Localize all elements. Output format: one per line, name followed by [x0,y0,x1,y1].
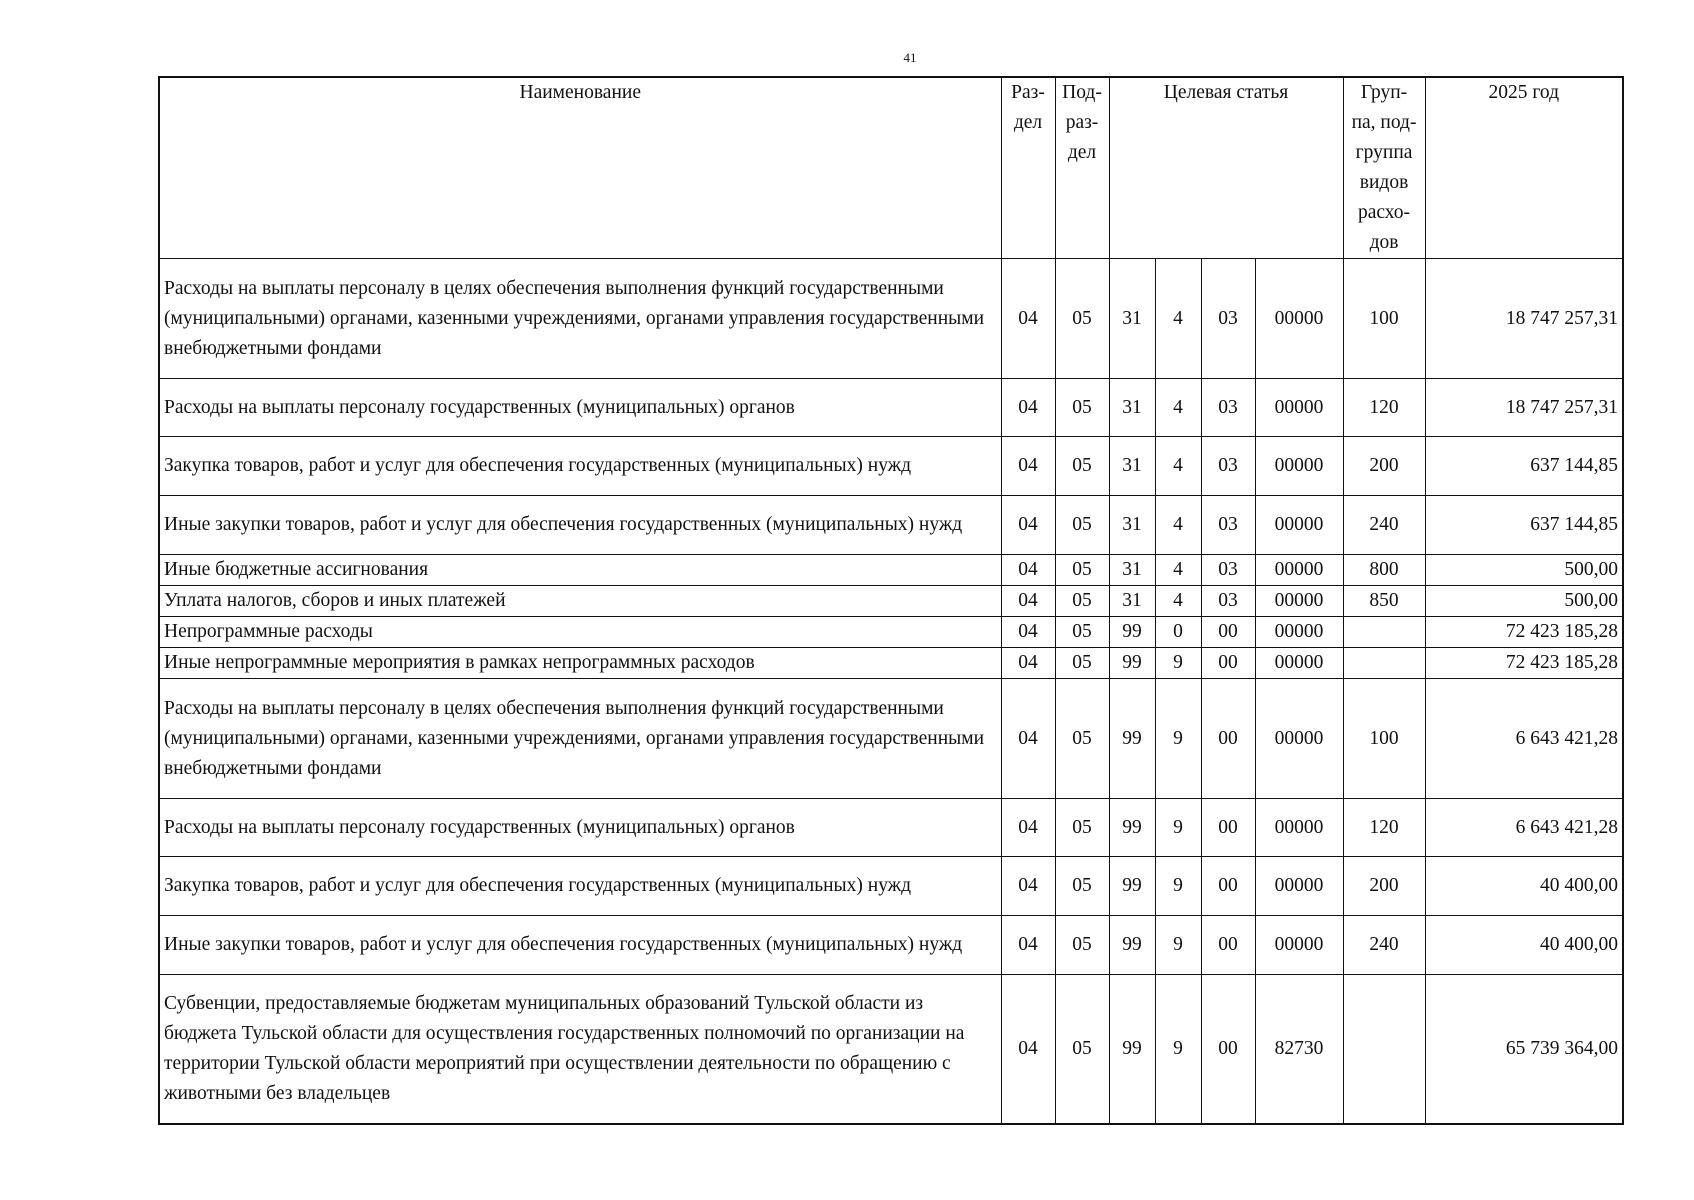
row-target-direction: 00000 [1255,437,1343,496]
row-podrazdel: 05 [1055,617,1109,648]
row-target-program: 99 [1109,617,1155,648]
row-target-direction: 00000 [1255,799,1343,857]
row-razdel: 04 [1001,857,1055,916]
table-row [159,586,1623,617]
row-group: 120 [1343,379,1425,437]
header-name: Наименование [159,77,1001,259]
row-podrazdel: 05 [1055,379,1109,437]
row-target-subprogram: 0 [1155,617,1201,648]
table-row [159,437,1623,496]
row-target-direction: 00000 [1255,916,1343,975]
row-group [1343,648,1425,679]
row-razdel: 04 [1001,259,1055,379]
row-group [1343,975,1425,1124]
row-target-event: 03 [1201,259,1255,379]
row-group: 200 [1343,857,1425,916]
row-razdel: 04 [1001,379,1055,437]
row-group: 850 [1343,586,1425,617]
row-target-program: 31 [1109,259,1155,379]
row-razdel: 04 [1001,679,1055,799]
page-number: 41 [903,50,917,65]
row-group [1343,617,1425,648]
row-target-program: 99 [1109,857,1155,916]
row-target-direction: 00000 [1255,586,1343,617]
row-name: Иные непрограммные мероприятия в рамках непрограммных расходов [159,648,1001,679]
row-target-event: 00 [1201,857,1255,916]
row-target-subprogram: 4 [1155,555,1201,586]
row-target-subprogram: 9 [1155,648,1201,679]
row-name: Расходы на выплаты персоналу государственных (муниципальных) органов [159,799,1001,857]
row-podrazdel: 05 [1055,975,1109,1124]
row-target-direction: 82730 [1255,975,1343,1124]
row-amount: 500,00 [1425,555,1623,586]
row-target-event: 00 [1201,617,1255,648]
row-name: Уплата налогов, сборов и иных платежей [159,586,1001,617]
row-target-program: 31 [1109,586,1155,617]
table-row [159,555,1623,586]
header-year: 2025 год [1425,77,1623,259]
row-razdel: 04 [1001,586,1055,617]
row-amount: 72 423 185,28 [1425,648,1623,679]
table-body [159,259,1623,1124]
row-group: 240 [1343,496,1425,555]
row-target-event: 00 [1201,916,1255,975]
row-target-event: 03 [1201,496,1255,555]
row-amount: 18 747 257,31 [1425,259,1623,379]
row-target-event: 00 [1201,679,1255,799]
row-target-direction: 00000 [1255,617,1343,648]
row-target-program: 99 [1109,799,1155,857]
row-amount: 65 739 364,00 [1425,975,1623,1124]
row-podrazdel: 05 [1055,799,1109,857]
row-amount: 40 400,00 [1425,916,1623,975]
row-podrazdel: 05 [1055,437,1109,496]
row-group: 100 [1343,679,1425,799]
table-row [159,496,1623,555]
row-podrazdel: 05 [1055,916,1109,975]
row-name: Расходы на выплаты персоналу в целях обеспечения выполнения функций государственными (муниципальными) органами, казенными учреждениями, органами управления государственными внебюджетными фондами [159,679,1001,799]
row-podrazdel: 05 [1055,857,1109,916]
row-podrazdel: 05 [1055,496,1109,555]
row-target-direction: 00000 [1255,857,1343,916]
table-row [159,916,1623,975]
row-name: Закупка товаров, работ и услуг для обеспечения государственных (муниципальных) нужд [159,857,1001,916]
table-row [159,799,1623,857]
row-amount: 637 144,85 [1425,496,1623,555]
row-razdel: 04 [1001,555,1055,586]
row-target-subprogram: 9 [1155,857,1201,916]
header-target: Целевая статья [1109,77,1343,259]
row-amount: 72 423 185,28 [1425,617,1623,648]
row-amount: 637 144,85 [1425,437,1623,496]
table-row [159,857,1623,916]
row-razdel: 04 [1001,916,1055,975]
row-target-event: 03 [1201,586,1255,617]
row-podrazdel: 05 [1055,586,1109,617]
row-name: Расходы на выплаты персоналу в целях обеспечения выполнения функций государственными (муниципальными) органами, казенными учреждениями, органами управления государственными внебюджетными фондами [159,259,1001,379]
row-name: Непрограммные расходы [159,617,1001,648]
header-razdel: Раз- дел [1001,77,1055,259]
row-amount: 40 400,00 [1425,857,1623,916]
row-group: 100 [1343,259,1425,379]
row-target-event: 00 [1201,799,1255,857]
row-target-program: 31 [1109,379,1155,437]
table-row [159,648,1623,679]
row-razdel: 04 [1001,648,1055,679]
row-razdel: 04 [1001,975,1055,1124]
row-group: 200 [1343,437,1425,496]
header-row [159,77,1623,259]
row-target-program: 99 [1109,648,1155,679]
row-podrazdel: 05 [1055,648,1109,679]
table-row [159,379,1623,437]
row-amount: 500,00 [1425,586,1623,617]
header-group: Груп- па, под- группа видов расхо- дов [1343,77,1425,259]
row-target-subprogram: 9 [1155,799,1201,857]
header-podrazdel: Под- раз- дел [1055,77,1109,259]
row-name: Иные закупки товаров, работ и услуг для обеспечения государственных (муниципальных) нужд [159,496,1001,555]
row-target-program: 99 [1109,975,1155,1124]
row-target-subprogram: 4 [1155,259,1201,379]
row-target-event: 00 [1201,975,1255,1124]
row-target-program: 31 [1109,496,1155,555]
table-row [159,679,1623,799]
row-target-program: 99 [1109,679,1155,799]
row-name: Иные закупки товаров, работ и услуг для обеспечения государственных (муниципальных) нужд [159,916,1001,975]
row-name: Иные бюджетные ассигнования [159,555,1001,586]
budget-table [158,76,1624,1125]
row-name: Закупка товаров, работ и услуг для обеспечения государственных (муниципальных) нужд [159,437,1001,496]
row-target-direction: 00000 [1255,555,1343,586]
row-razdel: 04 [1001,496,1055,555]
row-name: Субвенции, предоставляемые бюджетам муниципальных образований Тульской области из бюджета Тульской области для осуществления государственных полномочий по организации на территории Тульской области мероприятий при осуществлении деятельности по обращению с животными без владельцев [159,975,1001,1124]
table-row [159,975,1623,1124]
row-target-direction: 00000 [1255,679,1343,799]
row-group: 800 [1343,555,1425,586]
row-target-direction: 00000 [1255,496,1343,555]
row-target-direction: 00000 [1255,648,1343,679]
row-target-subprogram: 9 [1155,975,1201,1124]
row-amount: 6 643 421,28 [1425,799,1623,857]
row-razdel: 04 [1001,617,1055,648]
row-target-subprogram: 9 [1155,916,1201,975]
row-target-program: 99 [1109,916,1155,975]
row-target-direction: 00000 [1255,259,1343,379]
row-target-event: 03 [1201,379,1255,437]
row-amount: 6 643 421,28 [1425,679,1623,799]
row-group: 240 [1343,916,1425,975]
row-razdel: 04 [1001,437,1055,496]
row-podrazdel: 05 [1055,259,1109,379]
row-name: Расходы на выплаты персоналу государственных (муниципальных) органов [159,379,1001,437]
table-row [159,617,1623,648]
row-target-subprogram: 4 [1155,496,1201,555]
row-group: 120 [1343,799,1425,857]
row-target-event: 00 [1201,648,1255,679]
row-target-program: 31 [1109,555,1155,586]
row-target-direction: 00000 [1255,379,1343,437]
row-target-subprogram: 4 [1155,437,1201,496]
table-row [159,259,1623,379]
row-target-subprogram: 9 [1155,679,1201,799]
row-target-program: 31 [1109,437,1155,496]
row-podrazdel: 05 [1055,679,1109,799]
row-target-event: 03 [1201,555,1255,586]
row-target-subprogram: 4 [1155,586,1201,617]
row-podrazdel: 05 [1055,555,1109,586]
row-target-event: 03 [1201,437,1255,496]
row-amount: 18 747 257,31 [1425,379,1623,437]
row-target-subprogram: 4 [1155,379,1201,437]
row-razdel: 04 [1001,799,1055,857]
